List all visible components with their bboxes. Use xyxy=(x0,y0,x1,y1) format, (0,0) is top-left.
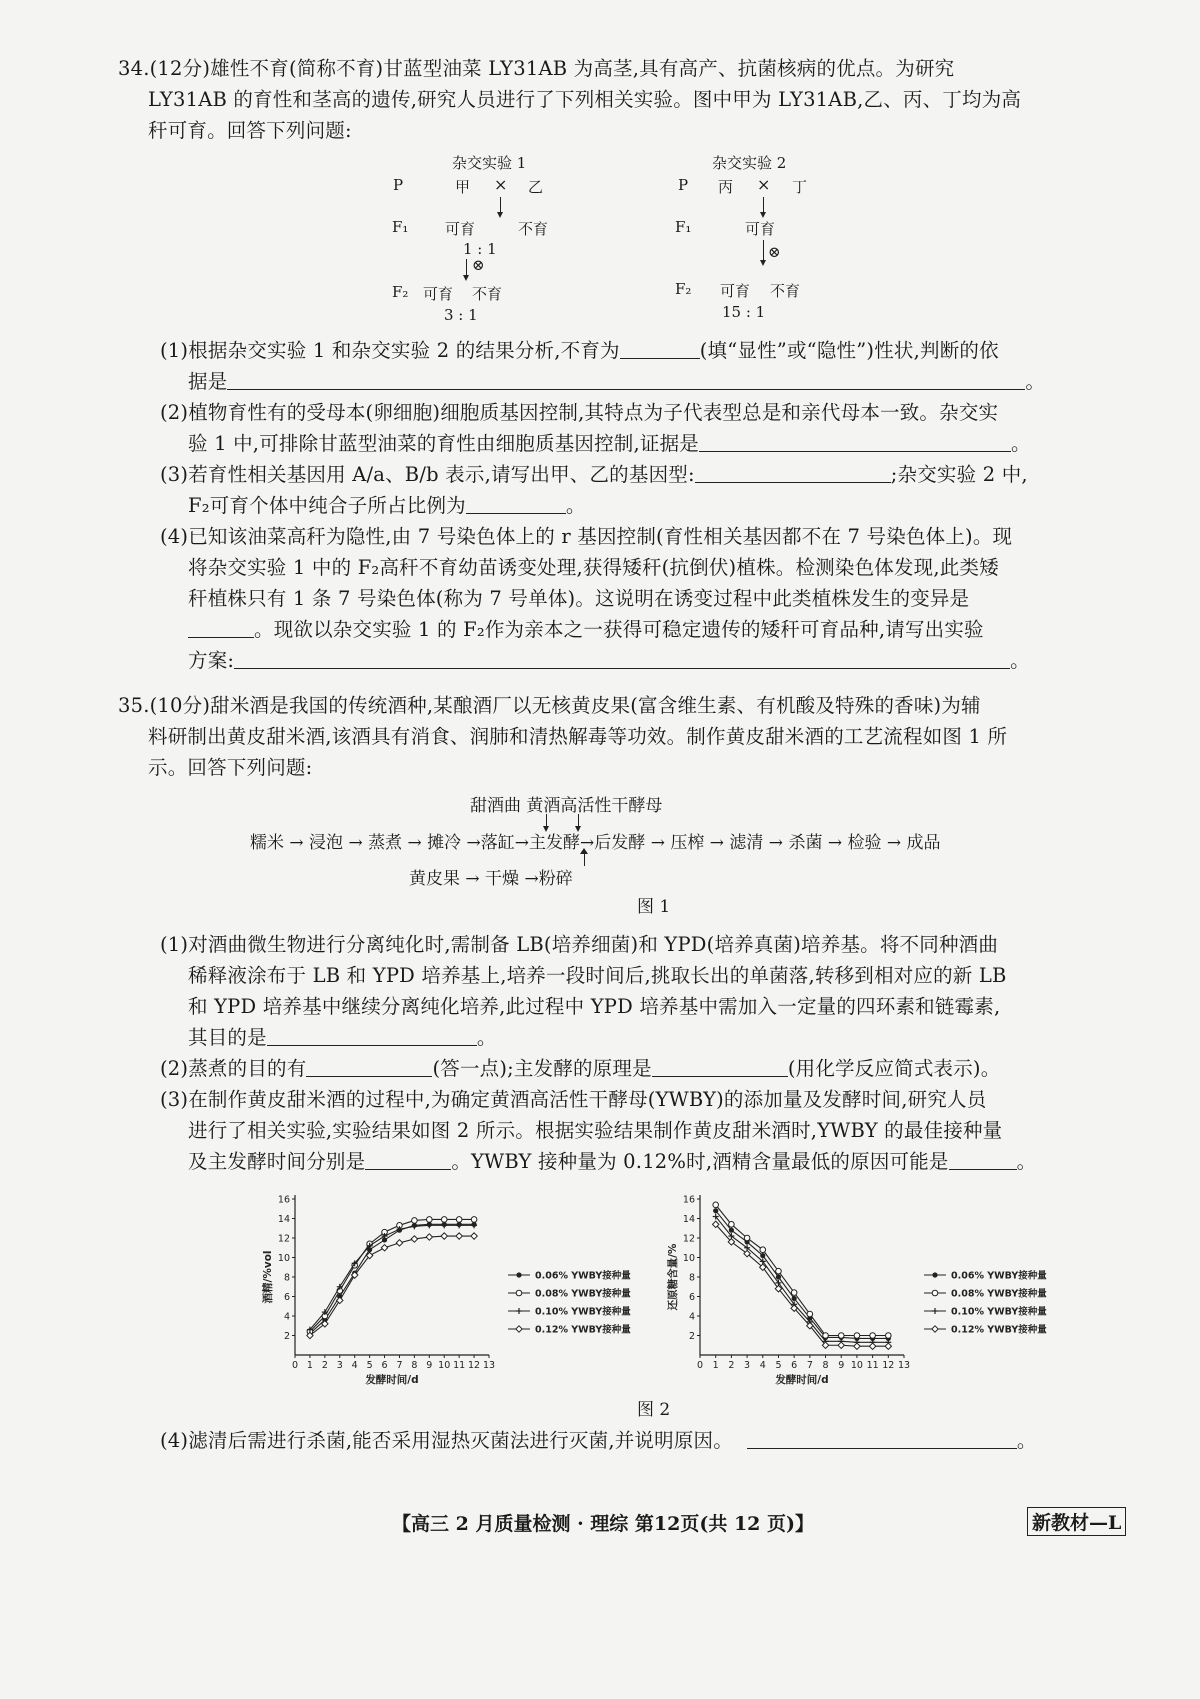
q35-sub3-period: 。 xyxy=(1016,1150,1037,1173)
q34-sub2-line2 xyxy=(188,428,1031,459)
data-point-3-8 xyxy=(426,1234,432,1240)
y-tick-label: 16 xyxy=(682,1194,695,1206)
data-point-1-1 xyxy=(729,1222,735,1228)
x-tick-label: 5 xyxy=(366,1360,373,1371)
data-point-0-5 xyxy=(792,1296,797,1301)
exp1-title: 杂交实验 1 xyxy=(452,154,527,172)
exp1-f2-sterile: 不育 xyxy=(472,285,503,303)
exp2-self-symbol: ⊗ xyxy=(768,243,781,261)
data-point-1-4 xyxy=(776,1268,782,1274)
exp1-f1-ratio: 1 : 1 xyxy=(463,240,497,258)
q35-line2: 料研制出黄皮甜米酒,该酒具有消食、润肺和清热解毒等功效。制作黄皮甜米酒的工艺流程如图 1 所 xyxy=(148,725,1008,748)
x-tick-label: 11 xyxy=(866,1360,879,1371)
exp2-f2-sterile: 不育 xyxy=(770,282,801,300)
data-point-1-11 xyxy=(471,1217,477,1223)
q35-sub4-text-a: (4)滤清后需进行杀菌,能否采用湿热灭菌法进行灭菌,并说明原因。 xyxy=(160,1429,733,1452)
data-point-3-5 xyxy=(381,1245,387,1251)
q34-sub4-line4 xyxy=(188,614,984,645)
flow-arrow-up-head xyxy=(580,848,588,854)
figure-2-reducing-sugar-chart xyxy=(660,1185,1090,1395)
exp2-parent1: 丙 xyxy=(718,178,734,196)
x-axis-label: 发酵时间/d xyxy=(365,1374,419,1386)
legend-label-1: 0.08% YWBY接种量 xyxy=(951,1288,1047,1300)
exp1-p-label: P xyxy=(393,176,404,194)
q34-sub4-blank-variation[interactable] xyxy=(188,617,254,638)
x-tick-label: 9 xyxy=(838,1360,845,1371)
q35-sub3-blank-reason[interactable] xyxy=(949,1149,1017,1170)
y-tick-label: 10 xyxy=(277,1253,290,1264)
legend-marker-1 xyxy=(932,1290,938,1296)
q35-sub3-blank-optimal[interactable] xyxy=(365,1149,451,1170)
data-point-3-11 xyxy=(885,1343,891,1349)
data-point-1-9 xyxy=(441,1217,447,1223)
exp2-p-label: P xyxy=(678,176,689,194)
q34-sub3-blank-genotype[interactable] xyxy=(695,462,891,483)
q34-sub1-text-c: 据是 xyxy=(188,370,228,393)
exp2-title: 杂交实验 2 xyxy=(712,154,787,172)
q35-sub2-line xyxy=(160,1053,1000,1084)
q34-sub1-blank-reason[interactable] xyxy=(227,369,1025,390)
series-line-3 xyxy=(716,1224,889,1346)
legend-label-2: 0.10% YWBY接种量 xyxy=(951,1306,1047,1318)
data-point-3-11 xyxy=(471,1233,477,1239)
q34-sub1-text-a: (1)根据杂交实验 1 和杂交实验 2 的结果分析,不育为 xyxy=(160,339,620,362)
legend-marker-1 xyxy=(516,1290,522,1296)
exp1-parent1: 甲 xyxy=(455,178,471,196)
q35-sub3-line3 xyxy=(188,1146,1036,1177)
legend-marker-2 xyxy=(516,1308,522,1314)
exp2-arrow-p-f1 xyxy=(763,197,764,216)
q34-sub1-period: 。 xyxy=(1025,370,1046,393)
x-tick-label: 8 xyxy=(411,1360,418,1371)
data-point-1-10 xyxy=(456,1217,462,1223)
q34-sub3-blank-ratio[interactable] xyxy=(466,493,566,514)
q34-line3: 秆可育。回答下列问题: xyxy=(148,119,352,142)
legend-marker-3 xyxy=(932,1326,938,1332)
y-tick-label: 6 xyxy=(688,1292,695,1303)
x-tick-label: 1 xyxy=(306,1360,313,1371)
q35-sub2-blank-reaction[interactable] xyxy=(652,1056,788,1077)
legend-label-0: 0.06% YWBY接种量 xyxy=(535,1270,631,1282)
x-tick-label: 13 xyxy=(482,1360,496,1371)
q35-sub2-text-a: (2)蒸煮的目的有 xyxy=(160,1057,307,1080)
data-point-0-0 xyxy=(713,1208,718,1213)
q34-sub4-line2: 将杂交实验 1 中的 F₂高秆不育幼苗诱变处理,获得矮秆(抗倒伏)植株。检测染色体发现,此类矮 xyxy=(188,556,999,579)
x-tick-label: 0 xyxy=(291,1360,299,1371)
q35-sub1-period: 。 xyxy=(476,1026,497,1049)
legend-marker-3 xyxy=(516,1326,522,1332)
data-point-1-8 xyxy=(838,1333,844,1339)
x-tick-label: 5 xyxy=(775,1360,782,1371)
q35-sub2-text-c: (用化学反应简式表示)。 xyxy=(787,1057,1001,1080)
x-tick-label: 13 xyxy=(897,1360,911,1371)
q35-sub3-line2: 进行了相关实验,实验结果如图 2 所示。根据实验结果制作黄皮甜米酒时,YWBY 的最佳接种量 xyxy=(188,1119,1003,1142)
q34-sub1-line1 xyxy=(160,335,999,366)
x-tick-label: 1 xyxy=(712,1360,719,1371)
q35-sub1-text-d: 其目的是 xyxy=(188,1026,267,1049)
q35-line1: 35.(10分)甜米酒是我国的传统酒种,某酿酒厂以无核黄皮果(富含维生素、有机酸及特殊的香味)为辅 xyxy=(118,694,981,717)
series-line-0 xyxy=(716,1211,889,1339)
q35-sub4-blank-answer[interactable] xyxy=(747,1428,1017,1449)
legend-label-3: 0.12% YWBY接种量 xyxy=(535,1324,631,1336)
data-point-1-7 xyxy=(823,1333,829,1339)
y-tick-label: 12 xyxy=(682,1233,695,1245)
x-tick-label: 9 xyxy=(426,1360,433,1371)
x-tick-label: 2 xyxy=(321,1360,328,1371)
y-tick-label: 10 xyxy=(682,1253,695,1264)
legend-marker-0 xyxy=(932,1272,937,1277)
exp1-f2-ratio: 3 : 1 xyxy=(444,306,478,324)
y-tick-label: 12 xyxy=(277,1233,290,1245)
exp2-f2-ratio: 15 : 1 xyxy=(722,303,766,321)
x-tick-label: 11 xyxy=(453,1360,466,1371)
q35-sub1-line4 xyxy=(188,1022,497,1053)
data-point-3-9 xyxy=(854,1343,860,1349)
legend-label-0: 0.06% YWBY接种量 xyxy=(951,1270,1047,1282)
q34-sub3-text-a: (3)若育性相关基因用 A/a、B/b 表示,请写出甲、乙的基因型: xyxy=(160,463,695,486)
q35-sub4-period: 。 xyxy=(1016,1429,1037,1452)
data-point-1-0 xyxy=(713,1202,719,1208)
exp1-f2-fertile: 可育 xyxy=(423,285,454,303)
exp2-parent2: 丁 xyxy=(792,178,808,196)
data-point-1-5 xyxy=(791,1290,797,1296)
exp1-arrow-p-f1 xyxy=(500,197,501,216)
x-tick-label: 10 xyxy=(438,1360,451,1371)
exp2-f1-label: F₁ xyxy=(675,218,692,236)
x-tick-label: 7 xyxy=(806,1360,813,1371)
series-line-2 xyxy=(716,1217,889,1343)
x-tick-label: 3 xyxy=(336,1360,343,1371)
data-point-3-10 xyxy=(456,1233,462,1239)
y-axis-label: 还原糖含量/% xyxy=(667,1243,679,1311)
q34-sub2-line1: (2)植物育性有的受母本(卵细胞)细胞质基因控制,其特点为子代表型总是和亲代母本一致。杂交实 xyxy=(160,401,999,424)
q34-sub2-period: 。 xyxy=(1011,432,1031,455)
y-tick-label: 8 xyxy=(283,1272,290,1284)
q35-sub1-line3: 和 YPD 培养基中继续分离纯化培养,此过程中 YPD 培养基中需加入一定量的四环素和链霉素, xyxy=(188,995,1001,1018)
exp1-f1-fertile: 可育 xyxy=(445,220,476,238)
exp1-parent2: 乙 xyxy=(528,178,544,196)
x-tick-label: 7 xyxy=(396,1360,403,1371)
y-tick-label: 14 xyxy=(682,1214,695,1225)
q35-sub2-blank-steaming[interactable] xyxy=(306,1056,432,1077)
x-tick-label: 12 xyxy=(468,1360,481,1371)
q34-sub4-text-d: 。现欲以杂交实验 1 的 F₂作为亲本之一获得可稳定遗传的矮秆可育品种,请写出实验 xyxy=(254,618,984,641)
y-tick-label: 6 xyxy=(283,1292,290,1303)
q34-sub4-period: 。 xyxy=(1010,649,1030,672)
q34-sub3-text-b: ;杂交实验 2 中, xyxy=(890,463,1028,486)
x-tick-label: 10 xyxy=(850,1360,863,1371)
q34-sub4-blank-plan[interactable] xyxy=(234,648,1010,669)
q34-sub4-line5 xyxy=(188,645,1030,676)
x-tick-label: 8 xyxy=(822,1360,829,1371)
footer-page-info: 【高三 2 月质量检测 · 理综 第12页(共 12 页)】 xyxy=(392,1513,814,1535)
y-tick-label: 8 xyxy=(688,1272,695,1284)
x-tick-label: 4 xyxy=(351,1360,358,1371)
y-tick-label: 16 xyxy=(277,1194,290,1206)
q34-sub3-text-c: F₂可育个体中纯合子所占比例为 xyxy=(188,494,466,517)
q34-sub2-blank-evidence[interactable] xyxy=(699,431,1011,452)
q34-sub3-line1 xyxy=(160,459,1028,490)
data-point-1-8 xyxy=(427,1217,433,1223)
legend-marker-0 xyxy=(516,1272,521,1277)
exp2-f2-fertile: 可育 xyxy=(720,282,751,300)
exp2-f1-fertile: 可育 xyxy=(745,220,776,238)
x-tick-label: 6 xyxy=(381,1360,388,1371)
q35-sub1-blank-purpose[interactable] xyxy=(267,1025,477,1046)
data-point-3-9 xyxy=(441,1233,447,1239)
exp1-f1-sterile: 不育 xyxy=(518,220,549,238)
data-point-3-2 xyxy=(337,1297,343,1303)
data-point-1-2 xyxy=(744,1235,750,1241)
q35-sub2-text-b: (答一点);主发酵的原理是 xyxy=(432,1057,652,1080)
q34-sub4-text-e: 方案: xyxy=(188,649,235,672)
q35-sub1-line2: 稀释液涂布于 LB 和 YPD 培养基上,培养一段时间后,挑取长出的单菌落,转移到相对应的新 LB xyxy=(188,964,1007,987)
q34-sub2-text-b: 验 1 中,可排除甘蓝型油菜的育性由细胞质基因控制,证据是 xyxy=(188,432,700,455)
x-tick-label: 2 xyxy=(728,1360,735,1371)
exp1-arrow-f1-f2 xyxy=(466,259,467,279)
x-tick-label: 4 xyxy=(759,1360,766,1371)
y-tick-label: 2 xyxy=(283,1331,290,1342)
data-point-3-10 xyxy=(869,1343,875,1349)
q34-sub4-line1: (4)已知该油菜高秆为隐性,由 7 号染色体上的 r 基因控制(育性相关基因都不在 7 号染色体上)。现 xyxy=(160,525,1013,548)
exp1-cross-symbol: × xyxy=(494,175,508,194)
flow-top-inputs: 甜酒曲 黄酒高活性干酵母 xyxy=(470,796,663,816)
q34-line2: LY31AB 的育性和茎高的遗传,研究人员进行了下列相关实验。图中甲为 LY31AB,乙、丙、丁均为高 xyxy=(148,88,1022,111)
data-point-1-10 xyxy=(870,1333,876,1339)
figure-2-caption: 图 2 xyxy=(637,1400,671,1420)
y-tick-label: 4 xyxy=(688,1311,695,1323)
x-tick-label: 6 xyxy=(791,1360,798,1371)
data-point-0-4 xyxy=(776,1274,781,1279)
figure-1-caption: 图 1 xyxy=(637,897,671,917)
legend-label-1: 0.08% YWBY接种量 xyxy=(535,1288,631,1300)
data-point-3-7 xyxy=(411,1236,417,1242)
data-point-1-7 xyxy=(412,1218,418,1224)
y-tick-label: 4 xyxy=(283,1311,290,1323)
q34-sub1-blank-trait[interactable] xyxy=(620,338,700,359)
q34-sub3-line2 xyxy=(188,490,586,521)
x-tick-label: 12 xyxy=(882,1360,895,1371)
exp1-self-symbol: ⊗ xyxy=(472,256,485,274)
q35-sub3-text-d: 。YWBY 接种量为 0.12%时,酒精含量最低的原因可能是 xyxy=(451,1150,949,1173)
data-point-0-3 xyxy=(760,1253,765,1258)
x-tick-label: 0 xyxy=(696,1360,704,1371)
data-point-1-3 xyxy=(760,1247,766,1253)
series-line-1 xyxy=(716,1205,889,1336)
data-point-1-9 xyxy=(854,1333,860,1339)
q35-sub3-line1: (3)在制作黄皮甜米酒的过程中,为确定黄酒高活性干酵母(YWBY)的添加量及发酵时间,研究人员 xyxy=(160,1088,987,1111)
q34-sub1-line2 xyxy=(188,366,1045,397)
data-point-0-1 xyxy=(729,1228,734,1233)
q35-sub4-line xyxy=(160,1425,1037,1456)
x-axis-label: 发酵时间/d xyxy=(775,1374,829,1386)
q35-sub1-line1: (1)对酒曲微生物进行分离纯化时,需制备 LB(培养细菌)和 YPD(培养真菌)培养基。将不同种酒曲 xyxy=(160,933,999,956)
footer-edition-tag: 新教材—L xyxy=(1027,1507,1126,1536)
legend-marker-2 xyxy=(932,1308,938,1314)
data-point-1-11 xyxy=(886,1333,892,1339)
figure-2-alcohol-chart xyxy=(250,1185,660,1395)
legend-label-3: 0.12% YWBY接种量 xyxy=(951,1324,1047,1336)
exp1-f1-label: F₁ xyxy=(392,218,409,236)
y-tick-label: 2 xyxy=(688,1331,695,1342)
exp1-f2-label: F₂ xyxy=(392,283,409,301)
q34-sub4-line3: 秆植株只有 1 条 7 号染色体(称为 7 号单体)。这说明在诱变过程中此类植株发生的变异是 xyxy=(188,587,970,610)
exp2-f2-label: F₂ xyxy=(675,280,692,298)
flow-bottom-input: 黄皮果 → 干燥 →粉碎 xyxy=(409,869,573,889)
series-line-3 xyxy=(310,1236,474,1335)
q35-line3: 示。回答下列问题: xyxy=(148,756,313,779)
q34-sub3-period: 。 xyxy=(565,494,586,517)
y-axis-label: 酒精/%vol xyxy=(262,1250,274,1304)
q35-sub3-text-c: 及主发酵时间分别是 xyxy=(188,1150,366,1173)
q34-sub1-text-b: (填“显性”或“隐性”)性状,判断的依 xyxy=(699,339,999,362)
data-point-1-6 xyxy=(807,1311,813,1317)
series-line-0 xyxy=(310,1224,474,1333)
legend-label-2: 0.10% YWBY接种量 xyxy=(535,1306,631,1318)
flow-arrow-up-line xyxy=(584,852,585,866)
exp2-cross-symbol: × xyxy=(757,175,771,194)
y-tick-label: 14 xyxy=(277,1214,290,1225)
data-point-3-8 xyxy=(838,1342,844,1348)
data-point-3-6 xyxy=(396,1240,402,1246)
flow-main-process: 糯米 → 浸泡 → 蒸煮 → 摊冷 →落缸→主发酵→后发酵 → 压榨 → 滤清 → 杀菌 → 检验 → 成品 xyxy=(250,833,941,853)
exp2-arrow-f1-f2 xyxy=(763,240,764,264)
x-tick-label: 3 xyxy=(744,1360,751,1371)
series-line-2 xyxy=(310,1225,474,1329)
q34-line1: 34.(12分)雄性不育(简称不育)甘蓝型油菜 LY31AB 为高茎,具有高产、抗菌核病的优点。为研究 xyxy=(118,57,955,80)
